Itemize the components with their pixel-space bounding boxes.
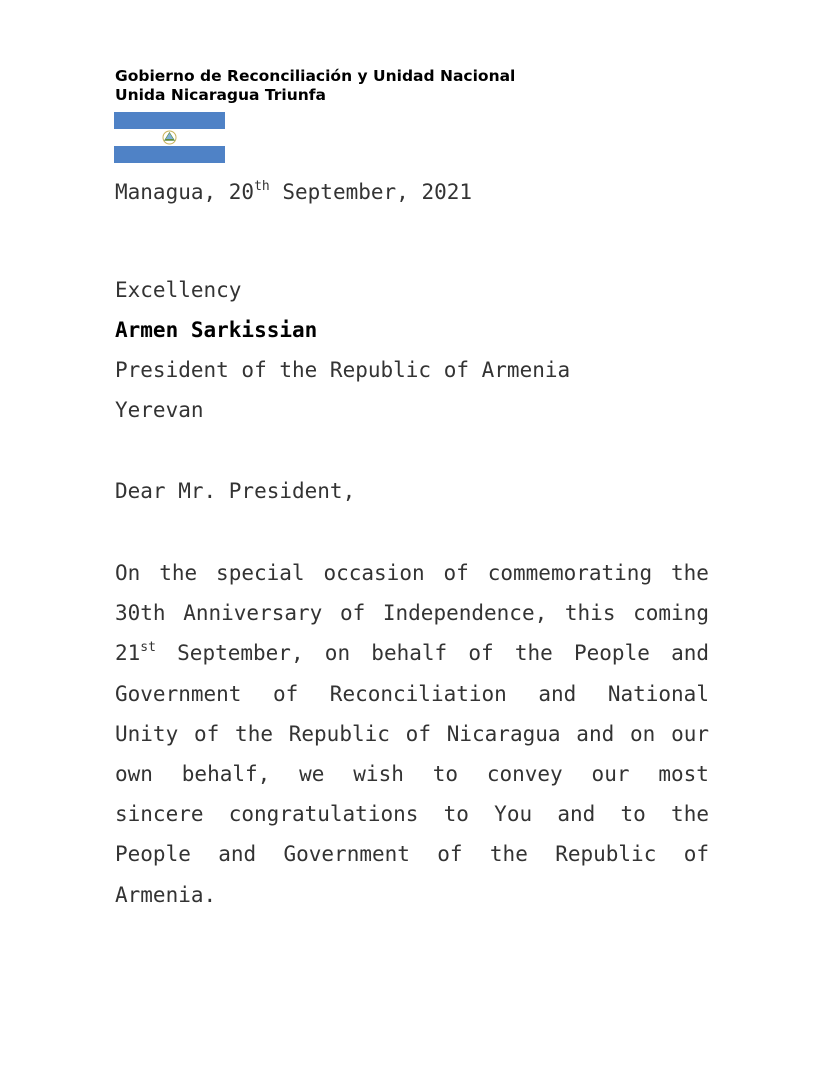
body-line	[115, 600, 709, 640]
body-line: Armenia.	[115, 882, 217, 907]
body-word: occasion	[323, 561, 425, 585]
body-word: to	[620, 802, 646, 827]
body-word: and	[557, 802, 596, 827]
body-word: and	[538, 681, 577, 706]
body-word: People	[574, 641, 650, 666]
body-word: our	[591, 761, 630, 786]
body-word: the	[671, 561, 709, 585]
body-word: and	[671, 641, 709, 666]
body-word: of	[437, 842, 463, 867]
body-word: our	[671, 721, 709, 746]
body-word: 30th	[115, 601, 166, 626]
letterhead-government-name: Gobierno de Reconciliación y Unidad Nacional	[115, 67, 516, 85]
body-word: and	[576, 721, 615, 746]
body-word: of	[272, 681, 299, 706]
body-word: of	[405, 721, 431, 746]
body-word: wish	[353, 761, 404, 786]
salutation-title: Excellency	[115, 278, 242, 302]
body-word: convey	[486, 761, 563, 786]
greeting: Dear Mr. President,	[115, 479, 356, 503]
body-word: the	[514, 641, 553, 666]
body-line	[115, 640, 709, 680]
body-word: Reconciliation	[329, 681, 507, 706]
body-word: to	[443, 802, 469, 827]
recipient-position: President of the Republic of Armenia	[115, 358, 571, 382]
letterhead-slogan: Unida Nicaragua Triunfa	[115, 86, 327, 104]
body-word: coming	[633, 601, 709, 626]
body-word: and	[218, 842, 257, 867]
body-word: of	[443, 561, 469, 585]
body-word: we	[299, 761, 325, 786]
body-word: Republic	[288, 721, 390, 746]
body-line	[115, 761, 709, 801]
nicaragua-flag-icon	[114, 112, 225, 163]
body-word: most	[658, 761, 709, 786]
body-word: You	[494, 802, 533, 827]
recipient-name: Armen Sarkissian	[115, 318, 318, 342]
body-word: on	[630, 721, 656, 746]
body-word: congratulations	[228, 802, 419, 827]
body-word: National	[607, 681, 709, 706]
body-word: of	[193, 721, 220, 746]
body-word: special	[216, 561, 305, 585]
body-word: sincere	[115, 802, 204, 827]
body-line	[115, 841, 709, 881]
body-word: of	[683, 842, 709, 867]
body-line	[115, 560, 709, 600]
body-word: Government	[283, 842, 410, 867]
body-word: behalf,	[181, 761, 271, 786]
body-line	[115, 801, 709, 841]
letter-date: Managua, 20th September, 2021	[115, 179, 473, 204]
body-word: the	[489, 842, 528, 867]
body-word: Republic	[555, 842, 657, 867]
body-word: 21st	[115, 640, 156, 666]
body-word: of	[468, 641, 494, 666]
body-word: on	[324, 641, 351, 666]
body-word: this	[564, 601, 616, 626]
body-word: the	[159, 561, 198, 585]
body-word: own	[115, 761, 153, 786]
body-word: September,	[177, 641, 304, 666]
body-word: behalf	[371, 641, 448, 666]
letterhead	[115, 67, 515, 105]
body-word: the	[671, 802, 709, 827]
body-word: On	[115, 561, 141, 585]
body-word: Nicaragua	[446, 721, 561, 746]
body-line	[115, 681, 709, 721]
body-word: to	[432, 761, 458, 786]
body-word: Unity	[115, 721, 179, 746]
body-word: Anniversary	[183, 601, 323, 626]
body-word: commemorating	[487, 561, 653, 585]
body-word: of	[339, 601, 366, 626]
body-word: the	[235, 721, 273, 746]
body-word: Independence,	[382, 601, 548, 626]
body-line	[115, 721, 709, 761]
body-word: Government	[115, 681, 242, 706]
letter-body	[115, 560, 709, 922]
body-word: People	[115, 842, 191, 867]
recipient-city: Yerevan	[115, 398, 204, 422]
